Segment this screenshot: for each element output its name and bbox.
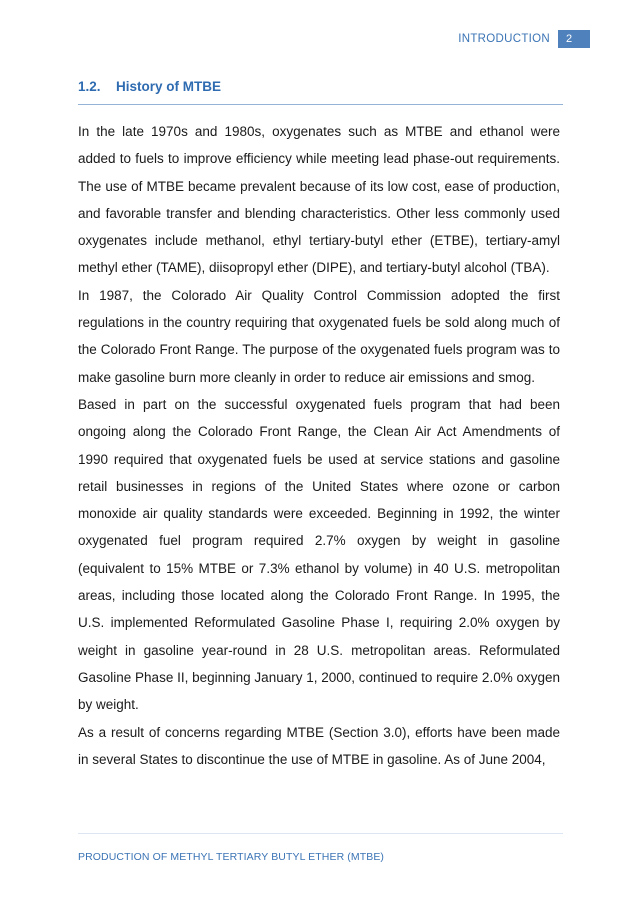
section-heading	[78, 79, 221, 94]
section-title: History of MTBE	[116, 79, 222, 94]
header-section-title: INTRODUCTION	[458, 33, 550, 45]
section-number: 1.2.	[78, 79, 101, 94]
page-header	[458, 30, 590, 48]
paragraph: Based in part on the successful oxygenated fuels program that had been ongoing along the Colorado Front Range, the Clean Air Act Amendments of 1990 required that oxygenated fuels be used at service stations and gasoline retail businesses in regions of the United States where ozone or carbon monoxide air quality standards were exceeded. Beginning in 1992, the winter oxygenated fuel program required 2.7% oxygen by weight in gasoline (equivalent to 15% MTBE or 7.3% ethanol by volume) in 40 U.S. metropolitan areas, including those located along the Colorado Front Range. In 1995, the U.S. implemented Reformulated Gasoline Phase I, requiring 2.0% oxygen by weight in gasoline year-round in 28 U.S. metropolitan areas. Reformulated Gasoline Phase II, beginning January 1, 2000, continued to require 2.0% oxygen by weight.	[78, 396, 560, 713]
paragraph: In 1987, the Colorado Air Quality Control Commission adopted the first regulations in the country requiring that oxygenated fuels be sold along much of the Colorado Front Range. The purpose of the oxygenated fuels program was to make gasoline burn more cleanly in order to reduce air emissions and smog.	[78, 287, 560, 385]
body-text	[78, 118, 560, 773]
footer-divider	[78, 833, 563, 834]
page-footer: PRODUCTION OF METHYL TERTIARY BUTYL ETHER (MTBE)	[78, 851, 385, 863]
paragraph: As a result of concerns regarding MTBE (Section 3.0), efforts have been made in several States to discontinue the use of MTBE in gasoline. As of June 2004,	[78, 724, 560, 767]
page-number-badge: 2	[558, 30, 590, 48]
heading-divider	[78, 104, 563, 105]
paragraph: In the late 1970s and 1980s, oxygenates such as MTBE and ethanol were added to fuels to improve efficiency while meeting lead phase-out requirements. The use of MTBE became prevalent because of its low cost, ease of production, and favorable transfer and blending characteristics. Other less commonly used oxygenates include methanol, ethyl tertiary-butyl ether (ETBE), tertiary-amyl methyl ether (TAME), diisopropyl ether (DIPE), and tertiary-butyl alcohol (TBA).	[78, 124, 560, 276]
